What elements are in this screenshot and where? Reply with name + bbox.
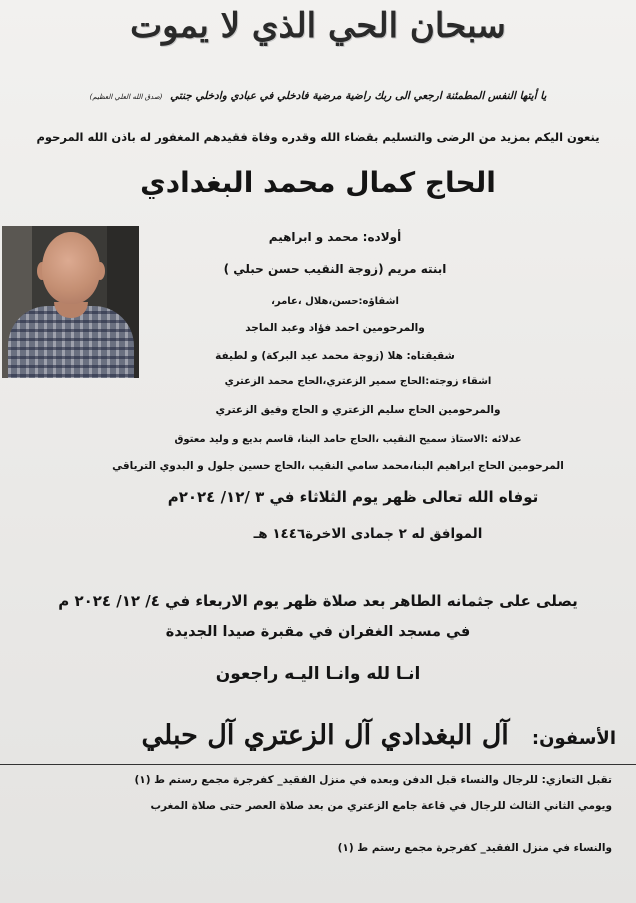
condolences-line-2: ويومي الثاني الثالث للرجال في قاعة جامع الزعتري من بعد صلاة العصر حتى صلاة المغرب bbox=[150, 800, 612, 812]
mourners-label: الأسفون: bbox=[531, 728, 616, 749]
sisters-line: شقيقتاه: هلا (زوجة محمد عيد البركة) و لطيفة bbox=[215, 350, 455, 362]
inna-lillah-verse: انـا لله وانـا اليـه راجعون bbox=[215, 664, 421, 684]
deceased-name: الحاج كمال محمد البغدادي bbox=[140, 166, 496, 199]
death-date-line: توفاه الله تعالى ظهر يوم الثلاثاء في ٣ /١٢/ ٢٠٢٤م bbox=[167, 488, 539, 506]
brothers-line: اشقاؤه:حسن،هلال ،عامر، bbox=[271, 296, 399, 307]
quran-verse bbox=[10, 90, 626, 102]
condolences-line-1: تقبل التعازي: للرجال والنساء قبل الدفن وبعده في منزل الفقيد_ كفرجرة مجمع رستم ط (١) bbox=[134, 774, 612, 786]
photo-face bbox=[42, 232, 100, 304]
condolences-line-3: والنساء في منزل الفقيد_ كفرجرة مجمع رستم ط (١) bbox=[337, 842, 612, 854]
mourners-line bbox=[20, 720, 616, 751]
divider-line bbox=[0, 764, 636, 765]
funeral-prayer-line: يصلى على جثمانه الطاهر بعد صلاة ظهر يوم الاربعاء في ٤/ ١٢/ ٢٠٢٤ م bbox=[58, 592, 578, 610]
quran-reference: (صدق الله العلي العظيم) bbox=[89, 93, 163, 101]
brothers-deceased-line: والمرحومين احمد فؤاد وعبد الماجد bbox=[245, 322, 425, 334]
in-laws-line: عدلائه :الاستاذ سميح النقيب ،الحاج حامد البنا، قاسم بديع و وليد معتوق bbox=[174, 434, 522, 445]
quran-verse-text: يا أيتها النفس المطمئنة ارجعي الى ربك راضية مرضية فادخلي في عبادي وادخلي جنتي bbox=[170, 90, 547, 102]
funeral-mosque-line: في مسجد الغفران في مقبرة صيدا الجديدة bbox=[165, 624, 471, 640]
header-calligraphy: سبحان الحي الذي لا يموت bbox=[130, 6, 506, 46]
wife-brothers-line: اشقاء زوجته:الحاج سمير الزعتري،الحاج محمد الزعتري bbox=[224, 376, 492, 387]
mourners-families: آل البغدادي آل الزعتري آل حبلي bbox=[141, 720, 509, 751]
announcement-text: ينعون اليكم بمزيد من الرضى والتسليم بقضاء الله وقدره وفاة فقيدهم المغفور له باذن الله المرحوم bbox=[36, 130, 600, 144]
daughter-line: ابنته مريم (زوجة النقيب حسن حبلي ) bbox=[223, 262, 447, 276]
deceased-photo bbox=[2, 226, 139, 378]
hijri-date-line: الموافق له ٢ جمادى الاخرة١٤٤٦ هـ bbox=[253, 526, 483, 542]
in-laws-deceased-line: المرحومين الحاج ابراهيم البنا،محمد سامي النقيب ،الحاج حسين جلول و البدوي الترياقي bbox=[112, 460, 564, 472]
wife-brothers-deceased-line: والمرحومين الحاج سليم الزعتري و الحاج وفيق الزعتري bbox=[215, 404, 501, 416]
children-line: أولاده: محمد و ابراهيم bbox=[268, 230, 402, 244]
